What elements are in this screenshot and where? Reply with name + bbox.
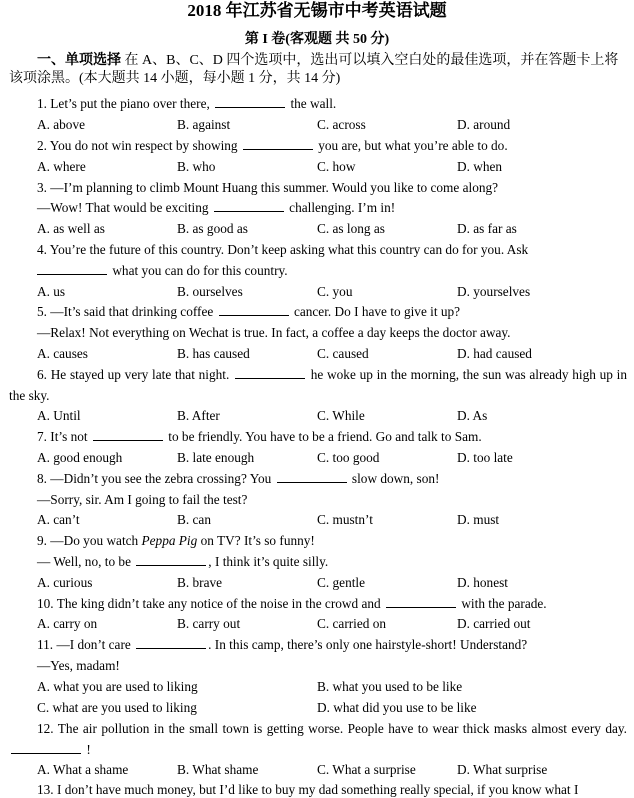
answer-blank (277, 470, 347, 483)
question-7 (37, 428, 482, 445)
question-text: 2. You do not win respect by showing (37, 138, 238, 153)
option-c: C. too good (317, 450, 380, 465)
option-c: C. caused (317, 346, 369, 361)
option-d: D. had caused (457, 346, 532, 361)
option-b: B. as good as (177, 221, 248, 236)
question-text: ! (86, 742, 91, 757)
instruction-lead: 一、单项选择 (37, 53, 121, 68)
question-4-cont (37, 262, 288, 279)
question-text: 6. He stayed up very late that night. (37, 367, 230, 382)
option-b: B. brave (177, 575, 223, 590)
question-text: 12. The air pollution in the small town is getting worse. People have to wear thick masks almost every day. (37, 721, 627, 736)
option-b: B. carry out (177, 616, 241, 631)
answer-blank (136, 636, 206, 649)
question-13: 13. I don’t have much money, but I’d like to buy my dad something really special, if you know what I (37, 782, 579, 797)
option-b: B. who (177, 159, 216, 174)
question-6 (9, 364, 627, 406)
question-text: the wall. (290, 96, 337, 111)
question-text: 8. —Didn’t you see the zebra crossing? You (37, 471, 272, 486)
answer-blank (214, 199, 284, 212)
question-12 (9, 718, 627, 760)
question-text: —Wow! That would be exciting (37, 200, 209, 215)
question-text: 7. It’s not (37, 429, 88, 444)
question-text: — Well, no, to be (37, 554, 131, 569)
question-text: cancer. Do I have to give it up? (293, 304, 461, 319)
option-d: D. around (457, 117, 511, 132)
option-b: B. ourselves (177, 284, 243, 299)
section-heading: 第 I 卷(客观题 共 50 分) (244, 32, 390, 47)
question-text: he woke up in the morning, the sun was already high up in the sky. (9, 367, 627, 403)
option-d: D. As (457, 408, 488, 423)
question-8 (37, 470, 439, 487)
question-9-reply (37, 553, 328, 570)
question-text: challenging. I’m in! (289, 200, 396, 215)
question-8-reply: —Sorry, sir. Am I going to fail the test? (37, 492, 248, 507)
option-d: D. what did you use to be like (317, 700, 477, 715)
option-d: D. as far as (457, 221, 517, 236)
option-b: B. After (177, 408, 220, 423)
option-d: D. too late (457, 450, 513, 465)
option-a: A. can’t (37, 512, 80, 527)
option-d: D. must (457, 512, 500, 527)
option-a: A. carry on (37, 616, 98, 631)
option-d: D. when (457, 159, 503, 174)
option-c: C. carried on (317, 616, 387, 631)
question-text: , I think it’s quite silly. (208, 554, 329, 569)
question-3: 3. —I’m planning to climb Mount Huang this summer. Would you like to come along? (37, 180, 499, 195)
option-a: A. causes (37, 346, 88, 361)
option-c: C. you (317, 284, 353, 299)
option-c: C. across (317, 117, 366, 132)
question-text: 11. —I don’t care (37, 637, 131, 652)
question-11-reply: —Yes, madam! (37, 658, 120, 673)
question-text: with the parade. (461, 596, 547, 611)
instructions (9, 52, 627, 88)
question-text: 1. Let’s put the piano over there, (37, 96, 210, 111)
option-d: D. honest (457, 575, 508, 590)
question-11 (37, 636, 527, 653)
option-b: B. has caused (177, 346, 250, 361)
option-a: A. where (37, 159, 86, 174)
question-text: 9. —Do you watch (37, 533, 139, 548)
option-b: B. what you used to be like (317, 679, 463, 694)
answer-blank (235, 366, 305, 379)
option-a: A. curious (37, 575, 93, 590)
option-c: C. what are you used to liking (37, 700, 197, 715)
question-text: you are, but what you’re able to do. (318, 138, 508, 153)
answer-blank (243, 137, 313, 150)
option-c: C. mustn’t (317, 512, 373, 527)
instruction-text: 在 A、B、C、D 四个选项中，选出可以填入空白处的最佳选项，并在答题卡上将该项涂黑。(本大题共 14 小题，每小题 1 分，共 14 分) (9, 53, 619, 86)
option-a: A. good enough (37, 450, 123, 465)
answer-blank (386, 595, 456, 608)
show-title: Peppa Pig (141, 533, 198, 548)
option-a: A. as well as (37, 221, 105, 236)
question-text: on TV? It’s so funny! (200, 533, 315, 548)
option-c: C. While (317, 408, 365, 423)
answer-blank (215, 95, 285, 108)
option-a: A. what you are used to liking (37, 679, 198, 694)
option-c: C. gentle (317, 575, 366, 590)
answer-blank (93, 428, 163, 441)
option-d: D. yourselves (457, 284, 531, 299)
option-c: C. as long as (317, 221, 385, 236)
option-b: B. What shame (177, 762, 259, 777)
option-b: B. against (177, 117, 231, 132)
answer-blank (136, 553, 206, 566)
question-3-reply (37, 199, 395, 216)
question-text: slow down, son! (351, 471, 440, 486)
question-5-reply: —Relax! Not everything on Wechat is true. In fact, a coffee a day keeps the doctor away. (37, 325, 511, 340)
page-title: 2018 年江苏省无锡市中考英语试题 (187, 1, 447, 20)
question-text: what you can do for this country. (112, 263, 288, 278)
answer-blank (219, 303, 289, 316)
question-text: to be friendly. You have to be a friend. Go and talk to Sam. (168, 429, 482, 444)
question-text: 5. —It’s said that drinking coffee (37, 304, 214, 319)
question-10 (37, 595, 547, 612)
answer-blank (37, 262, 107, 275)
question-1 (37, 95, 336, 112)
option-a: A. Until (37, 408, 81, 423)
option-a: A. above (37, 117, 85, 132)
question-4: 4. You’re the future of this country. Don’t keep asking what this country can do for you. Ask (37, 242, 529, 257)
question-text: . In this camp, there’s only one hairstyle-short! Understand? (208, 637, 528, 652)
question-9 (37, 532, 315, 549)
option-b: B. late enough (177, 450, 255, 465)
option-d: D. carried out (457, 616, 531, 631)
option-a: A. What a shame (37, 762, 129, 777)
option-c: C. how (317, 159, 356, 174)
option-b: B. can (177, 512, 211, 527)
question-2 (37, 137, 508, 154)
answer-blank (11, 741, 81, 754)
question-5 (37, 303, 460, 320)
option-a: A. us (37, 284, 66, 299)
option-d: D. What surprise (457, 762, 548, 777)
option-c: C. What a surprise (317, 762, 416, 777)
question-text: 10. The king didn’t take any notice of the noise in the crowd and (37, 596, 381, 611)
